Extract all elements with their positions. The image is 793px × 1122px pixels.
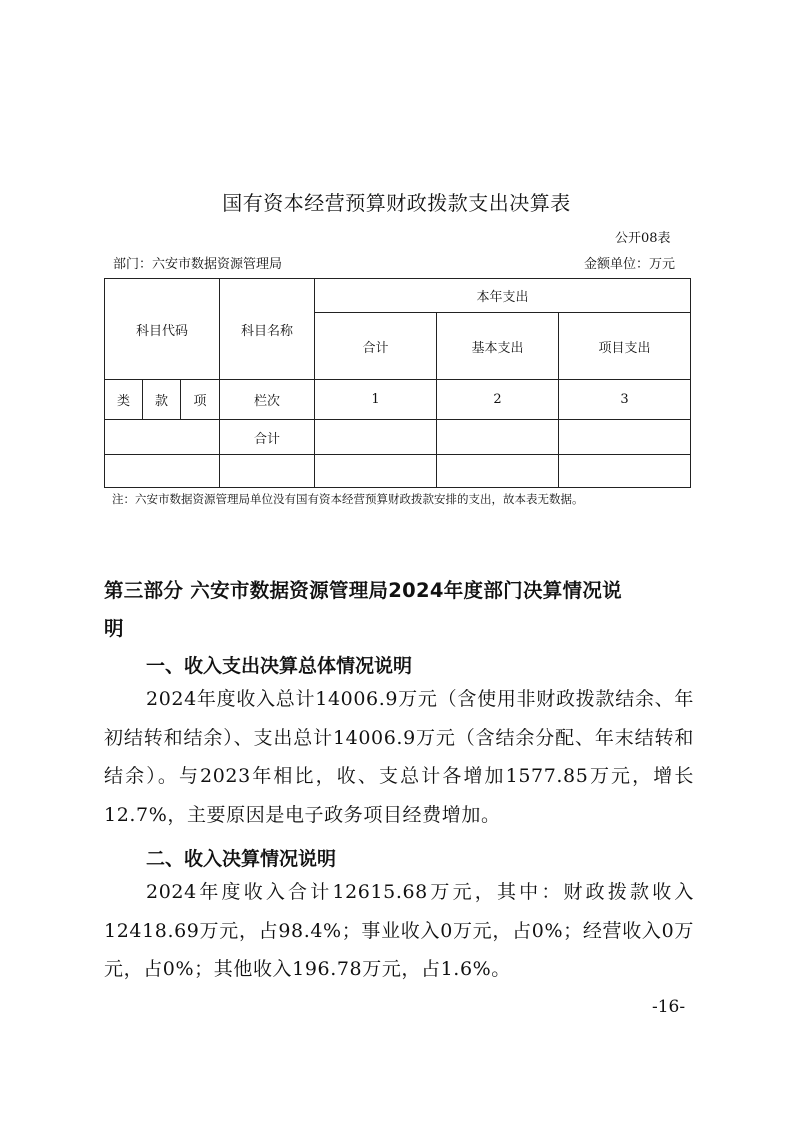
section-heading: 二、收入决算情况说明 — [146, 848, 337, 870]
table-cell — [437, 455, 559, 488]
column-number: 3 — [559, 380, 691, 420]
header-project-expense: 项目支出 — [559, 313, 691, 380]
table-cell — [220, 455, 315, 488]
section-paragraph: 2024年度收入总计14006.9万元（含使用非财政拨款结余、年初结转和结余）、支出总计14006.9万元（含结余分配、年末结转和结余）。与2023年相比，收、支总计各增加1577.85万元，增长12.7%，主要原因是电子政务项目经费增加。 — [104, 688, 694, 826]
row-total-label: 合计 — [220, 420, 315, 455]
column-number: 1 — [315, 380, 437, 420]
table-note: 注：六安市数据资源管理局单位没有国有资本经营预算财政拨款安排的支出，故本表无数据。 — [112, 492, 584, 506]
section-heading: 一、收入支出决算总体情况说明 — [146, 655, 413, 677]
header-subject-name: 科目名称 — [220, 279, 315, 380]
sub-header-class: 类 — [105, 380, 143, 420]
table-cell — [437, 420, 559, 455]
table-cell — [105, 455, 220, 488]
table-row — [105, 420, 691, 455]
page-number: -16- — [652, 997, 686, 1017]
table-title: 国有资本经营预算财政拨款支出决算表 — [222, 191, 571, 215]
form-code: 公开08表 — [615, 231, 671, 246]
expense-table — [104, 278, 691, 488]
column-number: 2 — [437, 380, 559, 420]
table-cell — [105, 420, 220, 455]
unit-label: 金额单位：万元 — [584, 257, 676, 272]
table-cell — [315, 455, 437, 488]
header-year-expense: 本年支出 — [315, 279, 691, 313]
table-cell — [559, 455, 691, 488]
header-subject-code: 科目代码 — [105, 279, 220, 380]
part-heading: 第三部分 六安市数据资源管理局2024年度部门决算情况说 — [104, 579, 622, 602]
department-label: 部门：六安市数据资源管理局 — [113, 257, 283, 272]
section-paragraph: 2024年度收入合计12615.68万元，其中：财政拨款收入12418.69万元，占98.4%；事业收入0万元，占0%；经营收入0万元，占0%；其他收入196.78万元，占1.6%。 — [104, 881, 694, 980]
header-total: 合计 — [315, 313, 437, 380]
part-heading-continued: 明 — [104, 617, 124, 640]
header-basic-expense: 基本支出 — [437, 313, 559, 380]
sub-header-item: 项 — [181, 380, 220, 420]
table-row — [105, 455, 691, 488]
table-cell — [315, 420, 437, 455]
table-cell — [559, 420, 691, 455]
row-column-label: 栏次 — [220, 380, 315, 420]
sub-header-section: 款 — [143, 380, 181, 420]
